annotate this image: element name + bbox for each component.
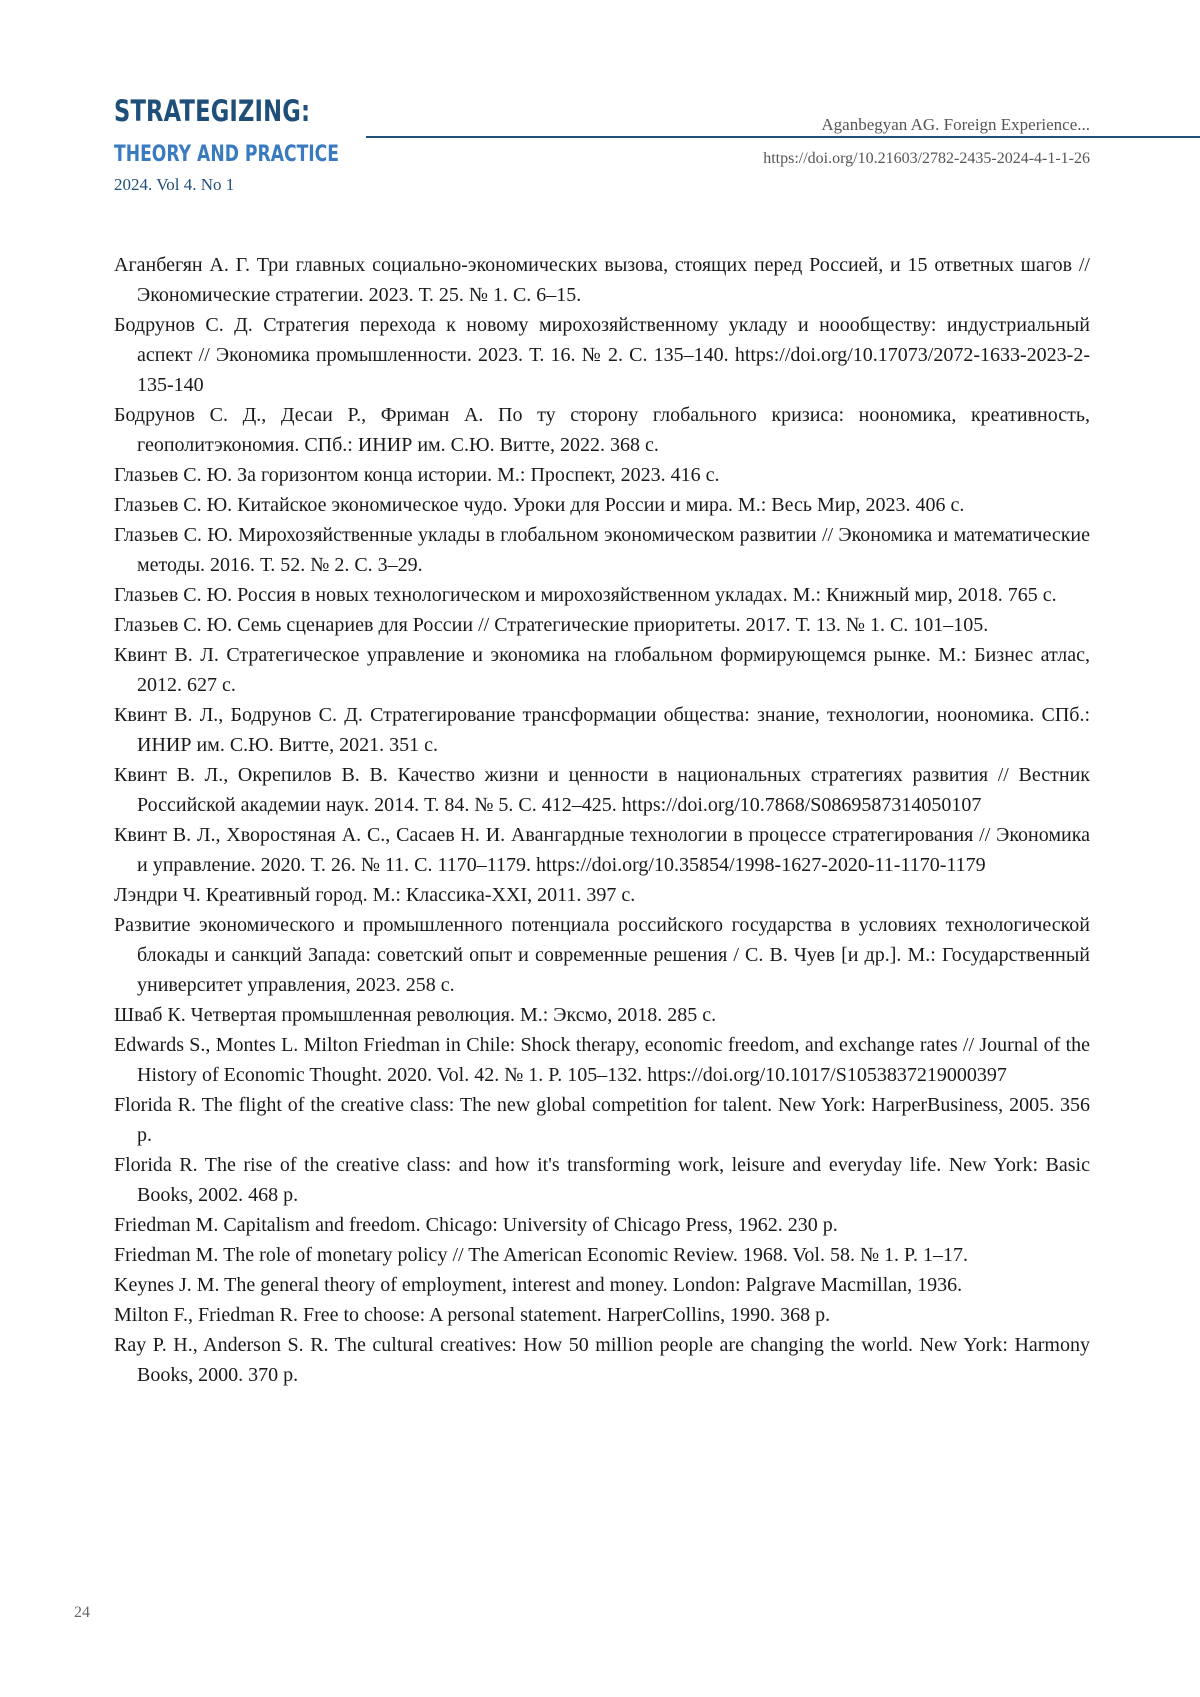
reference-item: Edwards S., Montes L. Milton Friedman in Chile: Shock therapy, economic freedom, and exchange rates // Journal of the History of Economic Thought. 2020. Vol. 42. № 1. P. 105–132. https://doi.org/10.1017/S1053837219000397 <box>114 1034 1090 1086</box>
reference-item: Florida R. The flight of the creative class: The new global competition for talent. New York: HarperBusiness, 2005. 356 p. <box>114 1094 1090 1146</box>
reference-item: Ray P. H., Anderson S. R. The cultural creatives: How 50 million people are changing the world. New York: Harmony Books, 2000. 370 p. <box>114 1334 1090 1386</box>
reference-item: Friedman M. The role of monetary policy // The American Economic Review. 1968. Vol. 58. № 1. P. 1–17. <box>114 1244 968 1266</box>
header-doi-link[interactable]: https://doi.org/10.21603/2782-2435-2024-4-1-1-26 <box>763 150 1090 167</box>
reference-item: Florida R. The rise of the creative class: and how it's transforming work, leisure and everyday life. New York: Basic Books, 2002. 468 p. <box>114 1154 1090 1206</box>
reference-item: Квинт В. Л. Стратегическое управление и экономика на глобальном формирующемся рынке. М.: Бизнес атлас, 2012. 627 с. <box>114 644 1090 696</box>
reference-item: Бодрунов С. Д., Десаи Р., Фриман А. По ту сторону глобального кризиса: ноономика, креативность, геополитэкономия. СПб.: ИНИР им. С.Ю. Витте, 2022. 368 с. <box>114 404 1090 456</box>
running-author: Aganbegyan AG. Foreign Experience... <box>821 115 1090 134</box>
reference-item: Глазьев С. Ю. Мирохозяйственные уклады в глобальном экономическом развитии // Экономика и математические методы. 2016. Т. 52. № 2. С. 3–29. <box>114 524 1090 576</box>
journal-title: STRATEGIZING: <box>114 94 311 128</box>
reference-item: Квинт В. Л., Окрепилов В. В. Качество жизни и ценности в национальных стратегиях развития // Вестник Российской академии наук. 2014. Т. 84. № 5. С. 412–425. https://doi.org/10.7868/S0869587314050107 <box>114 764 1090 816</box>
reference-item: Глазьев С. Ю. За горизонтом конца истории. М.: Проспект, 2023. 416 с. <box>114 464 720 486</box>
reference-item: Аганбегян А. Г. Три главных социально-экономических вызова, стоящих перед Россией, и 15 ответных шагов // Экономические стратегии. 2023. Т. 25. № 1. С. 6–15. <box>114 254 1090 306</box>
reference-item: Шваб К. Четвертая промышленная революция. М.: Эксмо, 2018. 285 с. <box>114 1004 717 1026</box>
reference-item: Бодрунов С. Д. Стратегия перехода к новому мирохозяйственному укладу и нооoбществу: индустриальный аспект // Экономика промышленности. 2023. Т. 16. № 2. С. 135–140. https://doi.org/10.17073/2072-1633-2023-2-135-140 <box>114 314 1090 396</box>
reference-item: Глазьев С. Ю. Семь сценариев для России // Стратегические приоритеты. 2017. Т. 13. № 1. С. 101–105. <box>114 614 989 636</box>
reference-item: Keynes J. M. The general theory of employment, interest and money. London: Palgrave Macmillan, 1936. <box>114 1274 963 1296</box>
reference-item: Milton F., Friedman R. Free to choose: A personal statement. HarperCollins, 1990. 368 p. <box>114 1304 831 1326</box>
reference-item: Развитие экономического и промышленного потенциала российского государства в условиях технологической блокады и санкций Запада: советский опыт и современные решения / С. В. Чуев [и др.]. М.: Государственный университет управления, 2023. 258 с. <box>114 914 1090 996</box>
journal-issue: 2024. Vol 4. No 1 <box>114 175 235 194</box>
reference-item: Квинт В. Л., Бодрунов С. Д. Стратегирование трансформации общества: знание, технологии, ноономика. СПб.: ИНИР им. С.Ю. Витте, 2021. 351 с. <box>114 704 1090 756</box>
reference-item: Friedman M. Capitalism and freedom. Chicago: University of Chicago Press, 1962. 230 p. <box>114 1214 838 1236</box>
journal-subtitle: THEORY AND PRACTICE <box>114 142 339 167</box>
reference-item: Квинт В. Л., Хворостяная А. С., Сасаев Н. И. Авангардные технологии в процессе стратегирования // Экономика и управление. 2020. Т. 26. № 11. С. 1170–1179. https://doi.org/10.35854/1998-1627-2020-11-1170-1179 <box>114 824 1090 876</box>
reference-list <box>114 250 1090 1390</box>
reference-item: Глазьев С. Ю. Китайское экономическое чудо. Уроки для России и мира. М.: Весь Мир, 2023. 406 с. <box>114 494 965 516</box>
reference-item: Глазьев С. Ю. Россия в новых технологическом и мирохозяйственном укладах. М.: Книжный мир, 2018. 765 с. <box>114 584 1057 606</box>
page-number: 24 <box>74 1604 90 1621</box>
reference-item: Лэндри Ч. Креативный город. М.: Классика-XXI, 2011. 397 с. <box>114 884 636 906</box>
header-rule <box>366 136 1200 138</box>
